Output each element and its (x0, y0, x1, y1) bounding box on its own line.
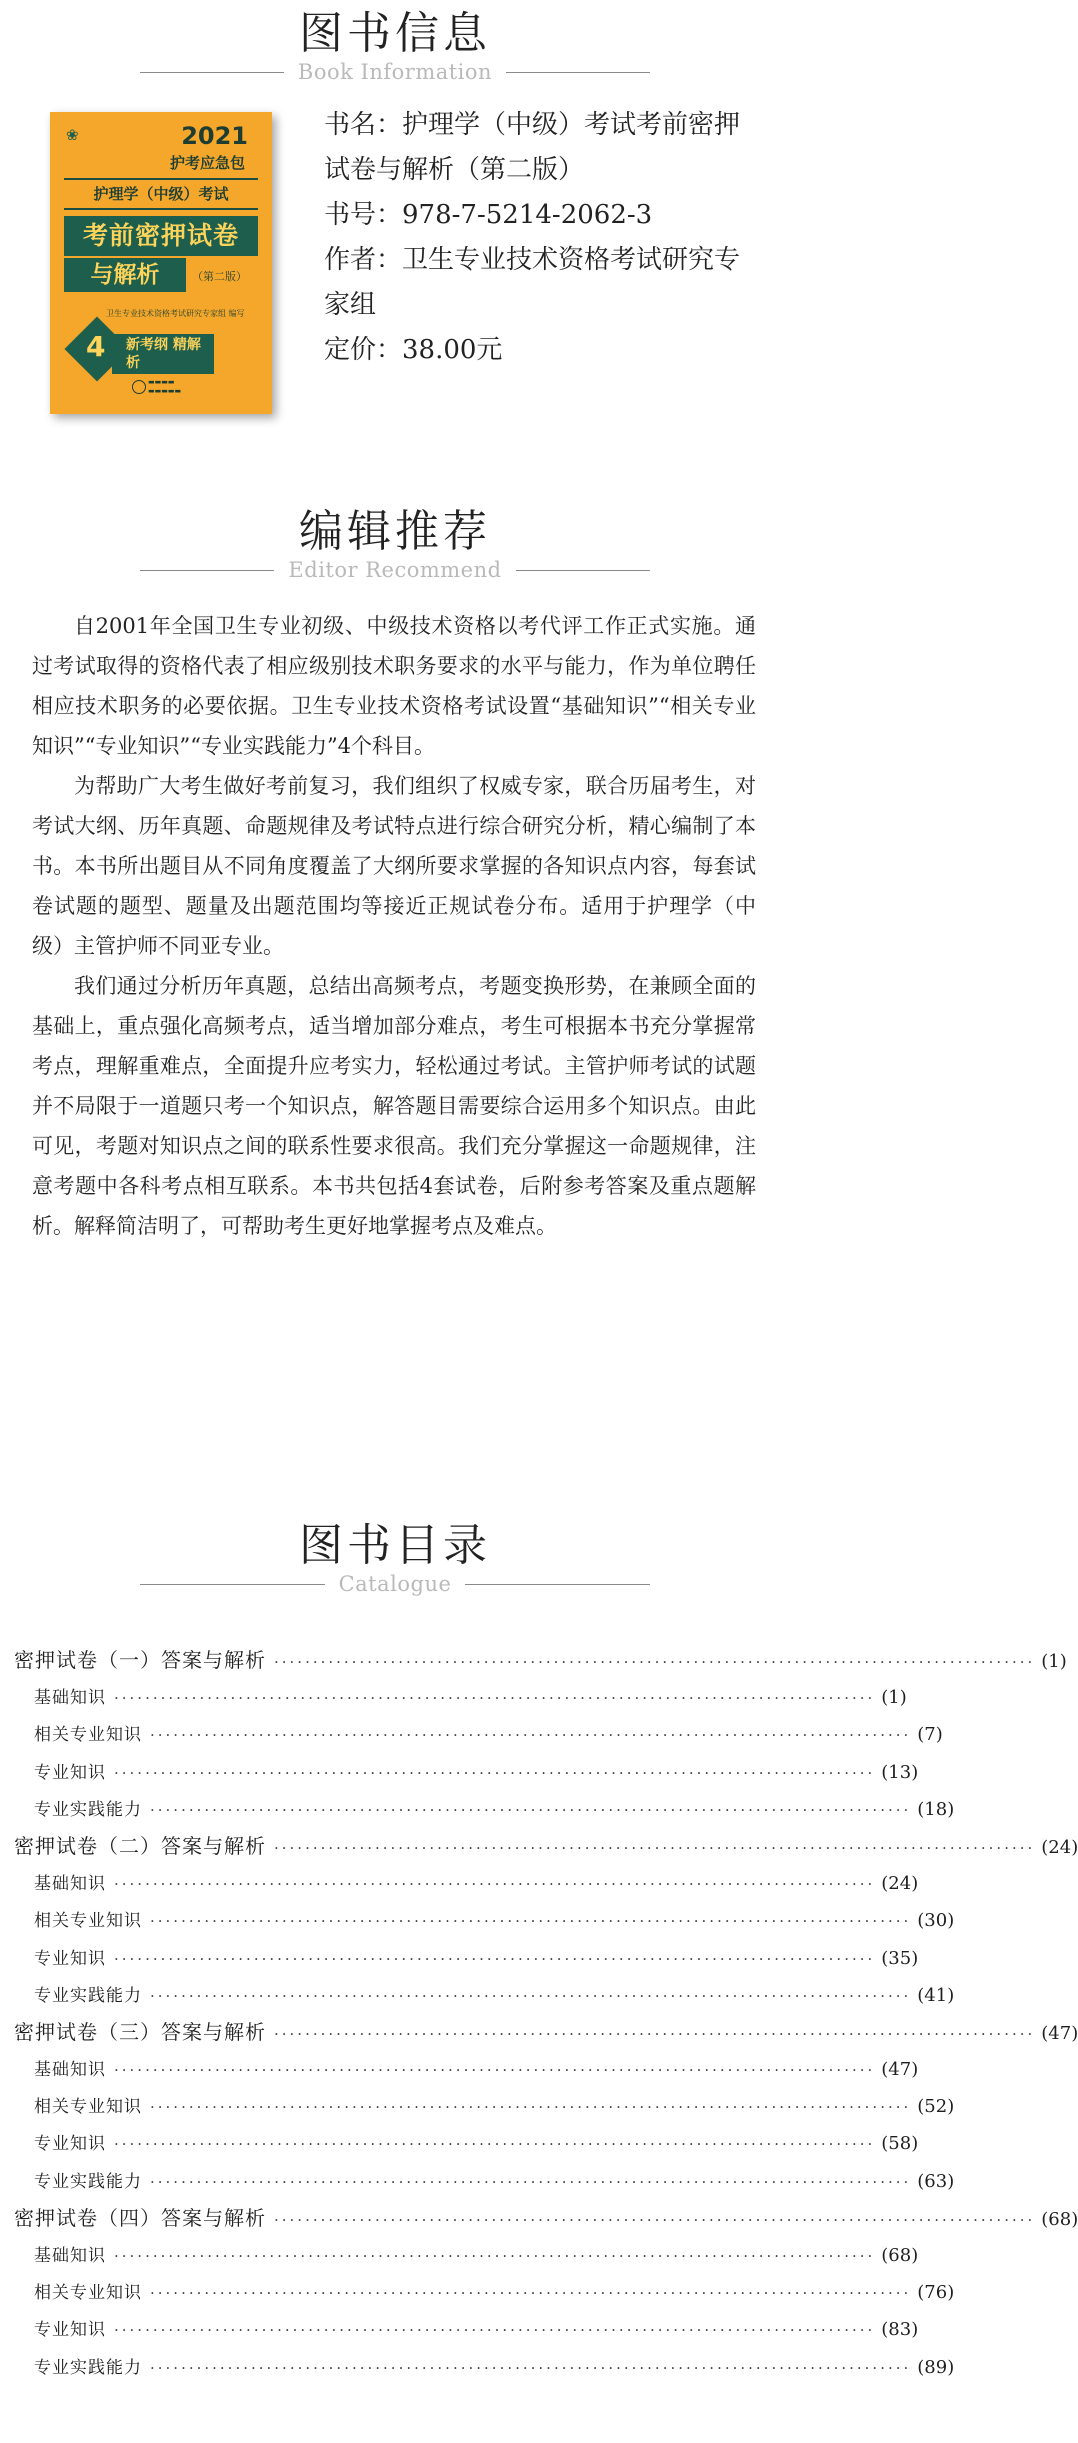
publisher-icon (132, 380, 146, 394)
toc-leader: ·································································································· (114, 1763, 876, 1782)
toc-item[interactable] (14, 2349, 955, 2386)
toc-item[interactable] (14, 2125, 919, 2162)
toc-item[interactable] (14, 2274, 955, 2311)
toc-page: (83) (881, 2319, 919, 2341)
toc-leader: ·································································································· (114, 1689, 876, 1708)
toc-leader: ·································································································· (274, 1838, 1036, 1857)
cover-badge-text: 新考纲 精解析 (112, 334, 214, 374)
author-field: 作者：卫生专业技术资格考试研究专家组 (324, 245, 741, 320)
toc-leader: ·································································································· (114, 2321, 876, 2340)
cover-series: 护考应急包 (170, 154, 246, 172)
toc-chapter-title: 密押试卷（一）答案与解析 (14, 1648, 266, 1672)
toc-chapter[interactable] (14, 2014, 1078, 2051)
toc-leader: ·································································································· (114, 2247, 876, 2265)
toc-page: (30) (917, 1910, 955, 1932)
toc-page: (1) (1041, 1651, 1067, 1672)
toc-chapter[interactable] (14, 1828, 1078, 1865)
toc-item[interactable] (14, 2237, 919, 2274)
toc-leader: ·································································································· (274, 2210, 1036, 2229)
publisher-leaf-logo: ❀ (66, 126, 79, 144)
toc-leader: ·································································································· (150, 2098, 912, 2117)
toc-item-title: 专业知识 (34, 2320, 106, 2341)
toc-page: (13) (881, 1761, 919, 1783)
recommend-paragraph: 自2001年全国卫生专业初级、中级技术资格以考代评工作正式实施。通过考试取得的资格代表了相应级别技术职务要求的水平与能力，作为单位聘任相应技术职务的必要依据。卫生专业技术资格考试设置“基础知识”“相关专业知识”“专业知识”“专业实践能力”4个科目。 (32, 614, 756, 758)
toc-item-title: 相关专业知识 (34, 2283, 142, 2304)
toc-page: (47) (881, 2059, 919, 2081)
toc-page: (58) (881, 2133, 919, 2155)
toc-leader: ·································································································· (274, 2024, 1036, 2043)
toc-item-title: 相关专业知识 (34, 2097, 142, 2118)
toc-page: (76) (917, 2282, 955, 2304)
toc-item[interactable] (14, 1679, 907, 1716)
toc-item[interactable] (14, 1940, 919, 1977)
toc-page: (24) (1041, 1836, 1078, 1858)
toc-item[interactable] (14, 1865, 919, 1902)
toc-item[interactable] (14, 1791, 955, 1828)
recommend-paragraph: 为帮助广大考生做好考前复习，我们组织了权威专家，联合历届考生，对考试大纲、历年真题、命题规律及考试特点进行综合研究分析，精心编制了本书。本书所出题目从不同角度覆盖了大纲所要求掌握的各知识点内容，每套试卷试题的题型、题量及出题范围均等接近正规试卷分布。适用于护理学（中级）主管护师不同亚专业。 (32, 774, 756, 958)
toc-leader: ·································································································· (150, 2284, 912, 2303)
toc-leader: ·································································································· (150, 1986, 912, 2005)
cover-title-line1: 考前密押试卷 (64, 216, 258, 256)
toc-page: (68) (1041, 2208, 1078, 2230)
toc-leader: ·································································································· (150, 1800, 912, 1819)
toc-item-title: 专业知识 (34, 1948, 106, 1969)
recommend-body (32, 606, 756, 1246)
cover-title-line2: 与解析 (64, 258, 186, 292)
table-of-contents (14, 1642, 1078, 2386)
toc-page: (24) (881, 1873, 919, 1895)
book-info-subtitle: Book Information (0, 60, 790, 84)
toc-item-title: 基础知识 (34, 1874, 106, 1895)
book-info-title: 图书信息 (299, 8, 491, 59)
toc-item-title: 专业实践能力 (34, 2357, 142, 2378)
toc-leader: ·································································································· (150, 2172, 912, 2191)
toc-leader: ·································································································· (274, 1653, 1036, 1671)
toc-page: (47) (1041, 2022, 1078, 2044)
toc-chapter[interactable] (14, 1642, 1067, 1679)
recommend-paragraph: 我们通过分析历年真题，总结出高频考点，考题变换形势，在兼顾全面的基础上，重点强化高频考点，适当增加部分难点，考生可根据本书充分掌握常考点，理解重难点，全面提升应考实力，轻松通过考试。主管护师考试的试题并不局限于一道题只考一个知识点，解答题目需要综合运用多个知识点。由此可见，考题对知识点之间的联系性要求很高。我们充分掌握这一命题规律，注意考题中各科考点相互联系。本书共包括4套试卷，后附参考答案及重点题解析。解释简洁明了，可帮助考生更好地掌握考点及难点。 (32, 974, 756, 1238)
toc-item[interactable] (14, 2088, 955, 2125)
toc-chapter-title: 密押试卷（四）答案与解析 (14, 2205, 266, 2230)
toc-page: (89) (917, 2356, 955, 2378)
catalogue-title: 图书目录 (299, 1520, 491, 1571)
book-info-heading (0, 8, 790, 88)
toc-page: (1) (881, 1687, 907, 1709)
toc-item-title: 基础知识 (34, 1688, 106, 1709)
cover-subject: 护理学（中级）考试 (64, 178, 258, 210)
book-cover (50, 112, 272, 414)
toc-item[interactable] (14, 2311, 919, 2348)
toc-leader: ·································································································· (114, 2061, 876, 2080)
toc-leader: ·································································································· (150, 2358, 912, 2377)
toc-leader: ·································································································· (150, 1912, 912, 1931)
toc-item[interactable] (14, 2051, 919, 2088)
recommend-subtitle: Editor Recommend (0, 558, 790, 582)
toc-item[interactable] (14, 1754, 919, 1791)
toc-item-title: 专业实践能力 (34, 1799, 142, 1820)
toc-item-title: 基础知识 (34, 2246, 106, 2266)
cover-year: 2021 (181, 122, 248, 150)
toc-leader: ·································································································· (114, 1875, 876, 1894)
price-field: 定价：38.00元 (324, 335, 503, 365)
toc-page: (68) (881, 2245, 919, 2266)
toc-item-title: 专业实践能力 (34, 2171, 142, 2192)
cover-author: 卫生专业技术资格考试研究专家组 编写 (106, 309, 245, 318)
recommend-heading (0, 506, 790, 586)
toc-page: (18) (917, 1798, 955, 1820)
toc-leader: ·································································································· (150, 1726, 912, 1745)
toc-page: (41) (917, 1984, 955, 2006)
catalogue-heading (0, 1520, 790, 1600)
toc-item-title: 相关专业知识 (34, 1911, 142, 1932)
toc-page: (35) (881, 1947, 919, 1969)
cover-publisher: ▬▬▬▬ ▬▬▬▬▬ (148, 378, 182, 395)
toc-item[interactable] (14, 1902, 955, 1939)
toc-chapter-title: 密押试卷（二）答案与解析 (14, 1833, 266, 1858)
toc-leader: ·································································································· (114, 1949, 876, 1968)
toc-page: (7) (917, 1724, 943, 1746)
toc-item-title: 相关专业知识 (34, 1725, 142, 1746)
toc-item-title: 专业知识 (34, 1762, 106, 1783)
toc-item[interactable] (14, 1716, 943, 1753)
recommend-title: 编辑推荐 (299, 506, 491, 557)
toc-chapter-title: 密押试卷（三）答案与解析 (14, 2019, 266, 2044)
toc-item-title: 专业知识 (34, 2134, 106, 2155)
toc-item-title: 基础知识 (34, 2060, 106, 2081)
isbn-field: 书号：978-7-5214-2062-3 (324, 200, 653, 230)
toc-leader: ·································································································· (114, 2135, 876, 2154)
toc-page: (52) (917, 2096, 955, 2118)
cover-badge-number: 4 (86, 330, 106, 363)
cover-edition: （第二版） (192, 270, 247, 283)
toc-chapter[interactable] (14, 2200, 1078, 2237)
toc-item[interactable] (14, 2163, 955, 2200)
catalogue-subtitle: Catalogue (0, 1572, 790, 1596)
book-title-field: 书名：护理学（中级）考试考前密押试卷与解析（第二版） (324, 110, 741, 185)
book-info-fields (324, 103, 764, 373)
toc-item-title: 专业实践能力 (34, 1985, 142, 2006)
toc-page: (63) (917, 2170, 955, 2192)
toc-item[interactable] (14, 1977, 955, 2014)
